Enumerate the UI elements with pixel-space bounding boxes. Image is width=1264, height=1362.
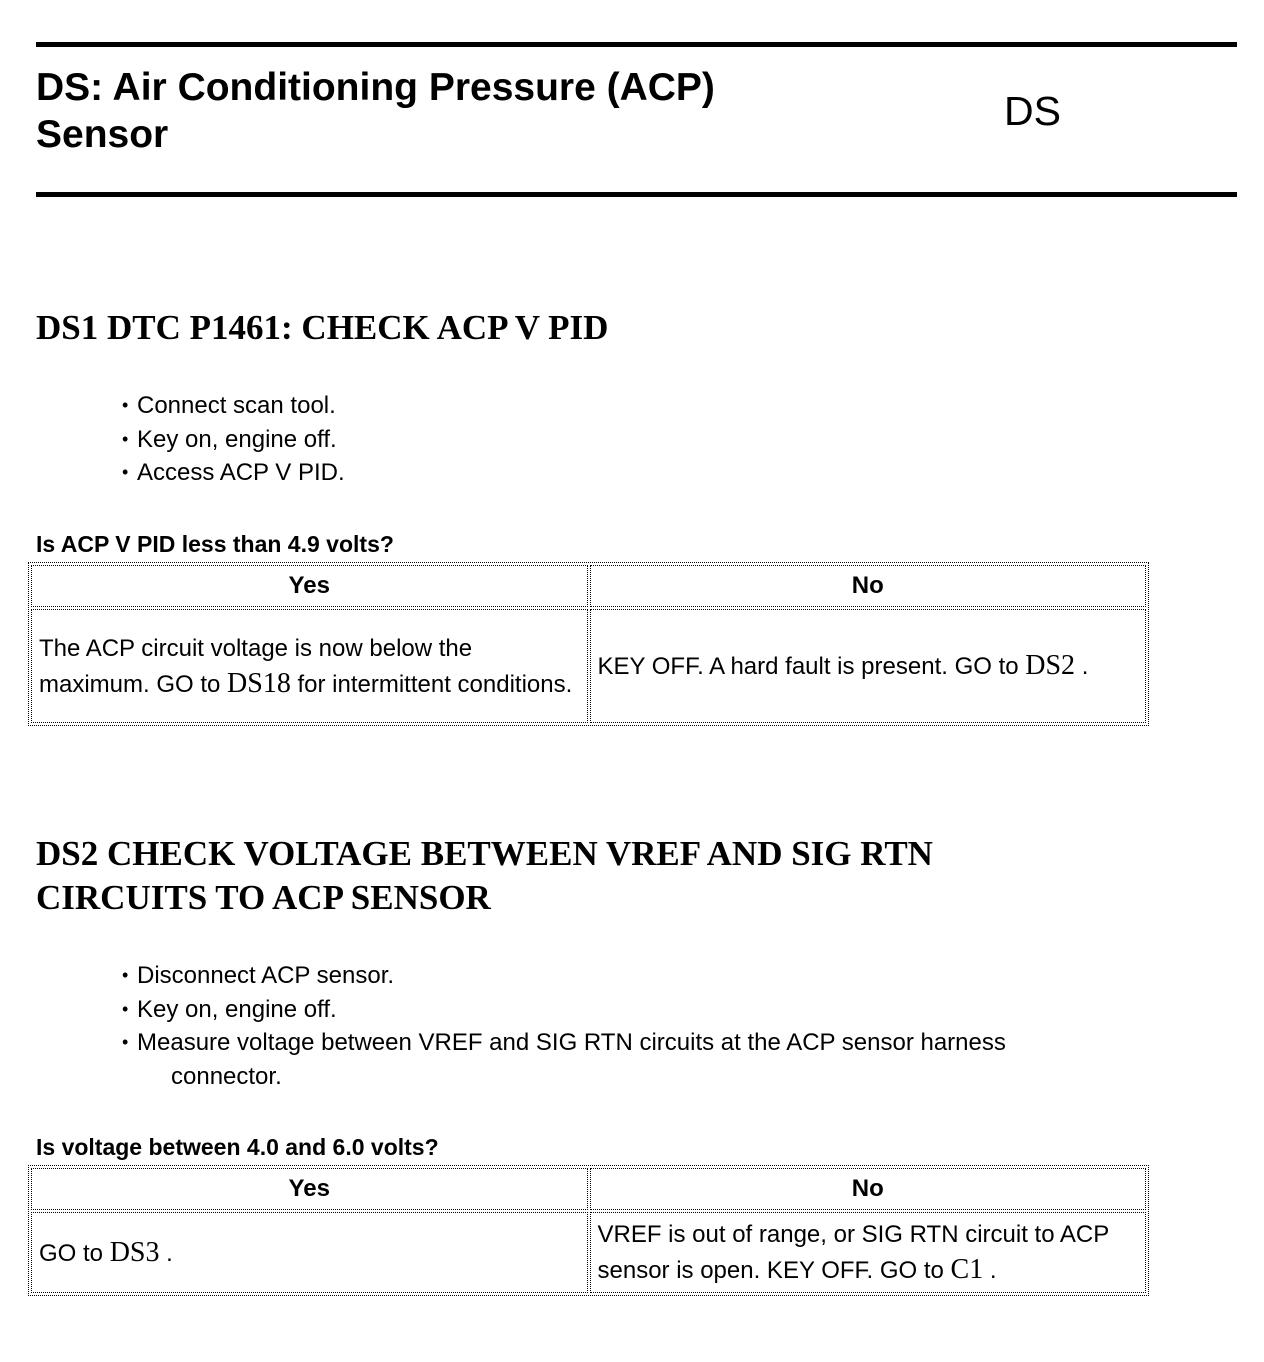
action-text: Key on, engine off. [137, 995, 337, 1023]
no-cell [590, 609, 1147, 723]
yes-cell [31, 1212, 588, 1293]
page-title-line2: Sensor [36, 113, 169, 156]
yes-header: Yes [31, 1168, 588, 1210]
action-text: Key on, engine off. [137, 425, 337, 453]
list-item [120, 993, 1006, 1027]
step-ds2-heading [36, 832, 933, 920]
page-title-line1: DS: Air Conditioning Pressure (ACP) [36, 66, 715, 109]
action-text: Connect scan tool. [137, 392, 336, 419]
link-ds18[interactable]: DS18 [227, 667, 291, 699]
no-text-after: . [1075, 653, 1089, 680]
yes-cell [31, 609, 588, 723]
list-item [120, 389, 345, 423]
action-text: Access ACP V PID. [137, 459, 345, 486]
no-text-after: . [983, 1257, 997, 1284]
link-c1[interactable]: C1 [950, 1254, 984, 1285]
step-ds1-heading-line1: DS1 DTC P1461: CHECK ACP V PID [36, 308, 609, 347]
list-item [120, 959, 1006, 993]
list-item [120, 1026, 1006, 1093]
bullet-icon: • [122, 462, 129, 482]
step-ds1-heading [36, 306, 608, 350]
list-item [120, 423, 345, 457]
step-ds1-question: Is ACP V PID less than 4.9 volts? [36, 531, 394, 557]
step-ds1-answer-table [28, 562, 1149, 726]
bullet-icon: • [122, 428, 129, 449]
no-header: No [590, 1168, 1147, 1210]
step-ds2-answer-table [28, 1165, 1149, 1296]
bullet-icon: • [122, 998, 129, 1019]
yes-text-after: . [159, 1239, 173, 1267]
yes-text: The ACP circuit voltage is now below the maximum. GO to [39, 634, 473, 698]
no-text: VREF is out of range, or SIG RTN circuit to ACP sensor is open. KEY OFF. GO to [597, 1221, 1109, 1284]
yes-header: Yes [31, 565, 588, 607]
list-item [120, 456, 345, 490]
step-ds2-actions [120, 959, 1006, 1093]
bullet-icon: • [122, 965, 129, 985]
step-ds2-heading-line1: DS2 CHECK VOLTAGE BETWEEN VREF AND SIG RTN [36, 834, 933, 873]
link-ds2[interactable]: DS2 [1025, 650, 1076, 681]
no-text: KEY OFF. A hard fault is present. GO to [597, 653, 1026, 680]
page-title [36, 64, 836, 158]
link-ds3[interactable]: DS3 [109, 1236, 160, 1268]
action-text: Measure voltage between VREF and SIG RTN circuits at the ACP sensor harness [137, 1029, 1006, 1056]
bottom-rule [36, 192, 1237, 197]
action-text: Disconnect ACP sensor. [137, 962, 395, 989]
yes-text-after: for intermittent conditions. [290, 670, 573, 698]
step-ds1-actions [120, 389, 345, 490]
no-header: No [590, 565, 1147, 607]
no-cell [590, 1212, 1147, 1293]
top-rule [36, 42, 1237, 47]
step-ds2-heading-line2: CIRCUITS TO ACP SENSOR [36, 878, 491, 917]
bullet-icon: • [122, 1032, 129, 1052]
action-text-continuation: connector. [171, 1062, 282, 1090]
step-ds2-question: Is voltage between 4.0 and 6.0 volts? [36, 1134, 439, 1160]
section-code: DS [1004, 88, 1061, 134]
yes-text: GO to [39, 1239, 110, 1267]
bullet-icon: • [122, 395, 129, 415]
